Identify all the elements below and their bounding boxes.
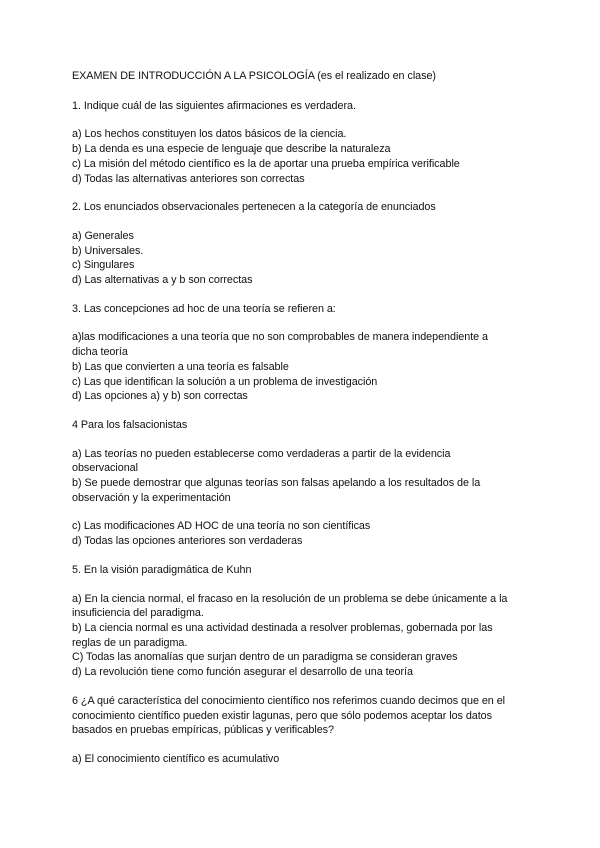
question-6	[72, 694, 542, 767]
option-line: c) La misión del método científico es la de aportar una prueba empírica verificable	[72, 157, 460, 170]
option-line: dicha teoría	[72, 346, 128, 359]
option-line: d) Las alternativas a y b son correctas	[72, 274, 253, 287]
question-3	[72, 302, 542, 404]
option-line: observacional	[72, 462, 138, 475]
question-prompt: 4 Para los falsacionistas	[72, 418, 188, 431]
option-line: C) Todas las anomalías que surjan dentro de un paradigma se consideran graves	[72, 651, 458, 664]
option-line: reglas de un paradigma.	[72, 636, 188, 649]
option-line: b) Las que convierten a una teoría es falsable	[72, 360, 289, 373]
option-line: c) Las modificaciones AD HOC de una teoría no son científicas	[72, 520, 371, 533]
option-line: a) Generales	[72, 229, 134, 242]
option-line: d) La revolución tiene como función asegurar el desarrollo de una teoría	[72, 666, 413, 679]
option-line: insuficiencia del paradigma.	[72, 607, 204, 620]
option-line: a)las modificaciones a una teoría que no son comprobables de manera independiente a	[72, 331, 489, 344]
exam-title: EXAMEN DE INTRODUCCIÓN A LA PSICOLOGÍA (es el realizado en clase)	[72, 70, 436, 82]
option-line: b) Universales.	[72, 244, 144, 257]
exam-document	[72, 69, 542, 767]
question-5	[72, 563, 542, 680]
question-prompt: 3. Las concepciones ad hoc de una teoría se refieren a:	[72, 302, 336, 315]
question-prompt: 5. En la visión paradigmática de Kuhn	[72, 563, 252, 576]
question-prompt: conocimiento científico pueden existir lagunas, pero que sólo podemos aceptar los datos	[72, 709, 492, 722]
option-line: b) Se puede demostrar que algunas teorías son falsas apelando a los resultados de la	[72, 477, 481, 490]
option-line: d) Todas las alternativas anteriores son correctas	[72, 172, 305, 185]
question-prompt: 2. Los enunciados observacionales pertenecen a la categoría de enunciados	[72, 201, 436, 214]
question-1	[72, 99, 542, 187]
option-line: c) Singulares	[72, 259, 135, 272]
option-line: a) Las teorías no pueden establecerse como verdaderas a partir de la evidencia	[72, 447, 451, 460]
option-line: d) Las opciones a) y b) son correctas	[72, 390, 248, 403]
option-line: b) La denda es una especie de lenguaje que describe la naturaleza	[72, 143, 391, 156]
option-line: a) El conocimiento científico es acumulativo	[72, 752, 280, 765]
option-line: a) Los hechos constituyen los datos básicos de la ciencia.	[72, 128, 347, 141]
option-line: b) La ciencia normal es una actividad destinada a resolver problemas, gobernada por las	[72, 621, 493, 634]
option-line: a) En la ciencia normal, el fracaso en la resolución de un problema se debe únicamente a la	[72, 592, 508, 605]
question-prompt: 1. Indique cuál de las siguientes afirmaciones es verdadera.	[72, 99, 356, 112]
question-4	[72, 418, 542, 549]
option-line: observación y la experimentación	[72, 491, 231, 504]
option-line: c) Las que identifican la solución a un problema de investigación	[72, 375, 378, 388]
question-prompt: 6 ¿A qué característica del conocimiento científico nos referimos cuando decimos que en el	[72, 694, 506, 707]
question-prompt: basados en pruebas empíricas, públicas y verificables?	[72, 724, 334, 737]
option-line: d) Todas las opciones anteriores son verdaderas	[72, 535, 303, 548]
question-2	[72, 200, 542, 288]
